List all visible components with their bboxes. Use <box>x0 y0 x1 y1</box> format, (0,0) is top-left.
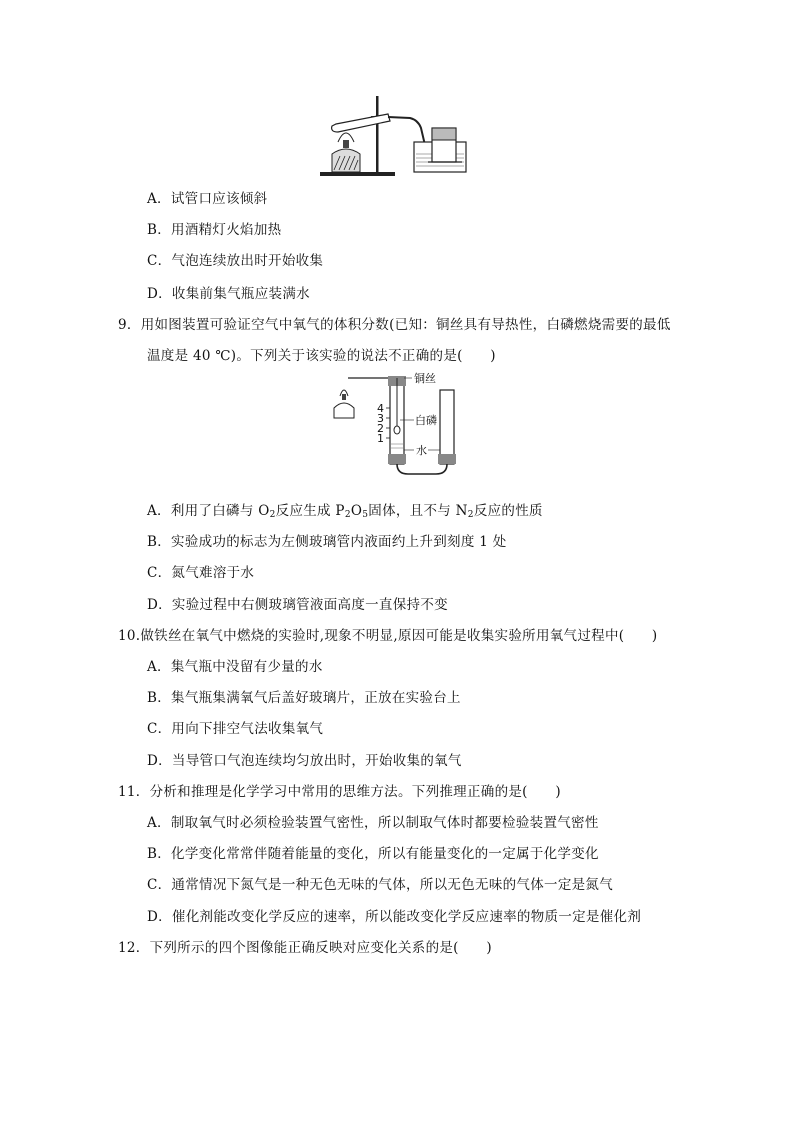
q10-option-c: C．用向下排空气法收集氧气 <box>147 721 324 737</box>
q11-option-c: C．通常情况下氮气是一种无色无味的气体，所以无色无味的气体一定是氮气 <box>147 877 614 893</box>
q9-stem-line1: 9．用如图装置可验证空气中氧气的体积分数(已知：铜丝具有导热性，白磷燃烧需要的最低 <box>118 317 671 333</box>
q11-option-a: A．制取氧气时必须检验装置气密性，所以制取气体时都要检验装置气密性 <box>147 815 599 831</box>
phosphorus-label: 白磷 <box>415 414 437 427</box>
q9-option-d: D．实验过程中右侧玻璃管液面高度一直保持不变 <box>147 597 448 613</box>
q11-option-b: B．化学变化常常伴随着能量的变化，所以有能量变化的一定属于化学变化 <box>147 846 599 862</box>
q10-option-b: B．集气瓶集满氧气后盖好玻璃片，正放在实验台上 <box>147 690 461 706</box>
q8-option-b: B．用酒精灯火焰加热 <box>147 222 282 238</box>
q10-stem: 10.做铁丝在氧气中燃烧的实验时,现象不明显,原因可能是收集实验所用氧气过程中( ) <box>118 628 658 644</box>
scale-label-2: 2 <box>377 422 384 435</box>
scale-label-1: 1 <box>377 432 384 445</box>
q10-option-d: D．当导管口气泡连续均匀放出时，开始收集的氧气 <box>147 753 462 769</box>
q8-option-c: C．气泡连续放出时开始收集 <box>147 253 324 269</box>
q10-option-a: A．集气瓶中没留有少量的水 <box>147 659 323 675</box>
q9-option-c: C．氮气难溶于水 <box>147 565 255 581</box>
q9-option-b: B．实验成功的标志为左侧玻璃管内液面约上升到刻度 1 处 <box>147 534 507 550</box>
q12-stem: 12．下列所示的四个图像能正确反映对应变化关系的是( ) <box>118 940 492 956</box>
copper-wire-label: 铜丝 <box>414 372 436 385</box>
water-label: 水 <box>416 444 427 457</box>
q11-stem: 11．分析和推理是化学学习中常用的思维方法。下列推理正确的是( ) <box>118 784 561 800</box>
q11-option-d: D．催化剂能改变化学反应的速率，所以能改变化学反应速率的物质一定是催化剂 <box>147 909 642 925</box>
q8-option-d: D．收集前集气瓶应装满水 <box>147 286 310 302</box>
white-phosphorus-apparatus-figure <box>328 370 468 482</box>
scale-label-3: 3 <box>377 412 384 425</box>
q9-stem-line2: 温度是 40 ℃)。下列关于该实验的说法不正确的是( ) <box>147 348 496 364</box>
q8-option-a: A．试管口应该倾斜 <box>147 191 268 207</box>
oxygen-collection-apparatus-figure <box>318 94 468 180</box>
scale-label-4: 4 <box>377 402 384 415</box>
q9-option-a: A．利用了白磷与 $O_2$反应生成 $P_2O_5$固体，且不与 $N_2$反应的性质 <box>147 503 543 520</box>
